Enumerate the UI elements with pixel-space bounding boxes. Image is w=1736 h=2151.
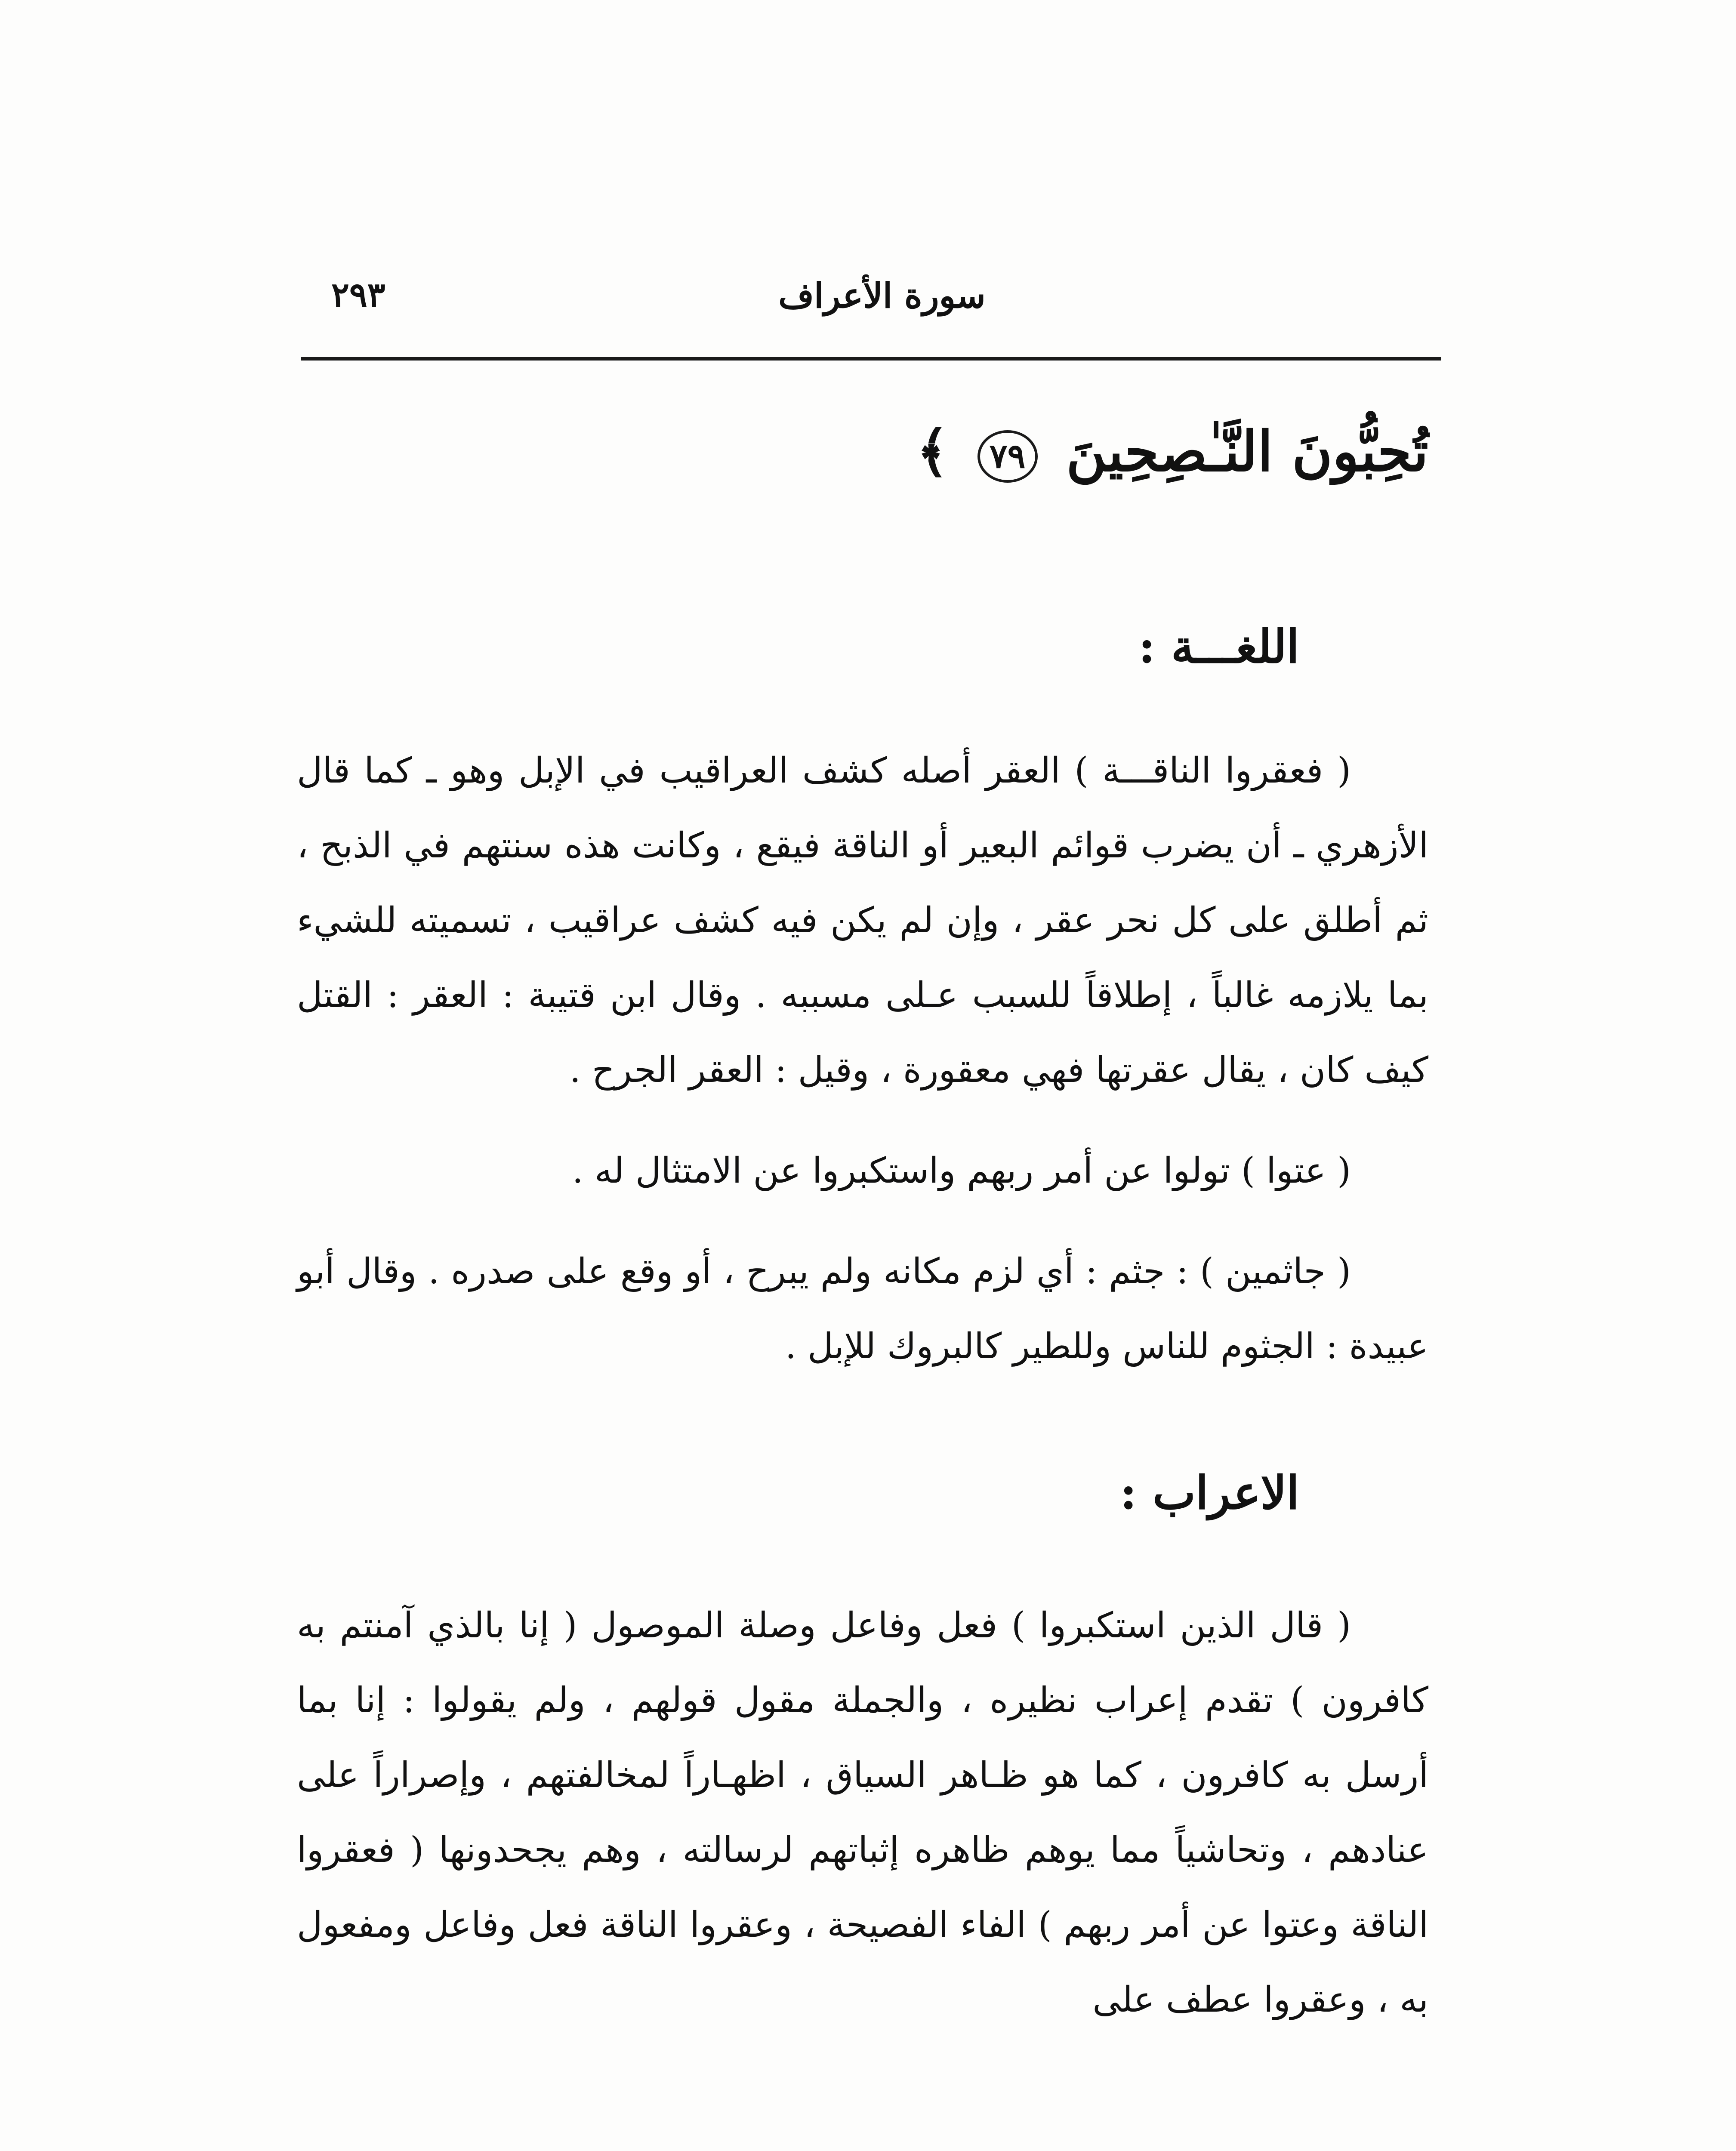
verse-fragment — [297, 396, 1428, 508]
page-body — [297, 387, 1428, 2037]
page-number: ٢٩٣ — [331, 275, 385, 314]
section-heading-lugha: اللغـــة : — [1138, 619, 1299, 673]
verse-close-bracket: ﴾ — [916, 419, 949, 484]
verse-text: تُحِبُّونَ النَّـٰصِحِينَ — [1066, 419, 1428, 484]
lugha-paragraph: ( جاثمين ) : جثم : أي لزم مكانه ولم يبرح ، أو وقع على صدره . وقال أبو عبيدة : الجثوم للناس وللطير كالبروك للإبل . — [297, 1251, 1428, 1367]
section-heading-irab: الاعراب : — [1120, 1466, 1299, 1519]
page-header — [301, 275, 1441, 336]
ayah-number-marker: ٧٩ — [977, 430, 1038, 483]
running-title: سورة الأعراف — [778, 275, 986, 316]
lugha-paragraph: ( فعقروا الناقـــة ) العقر أصله كشف العراقيب في الإبل وهو ـ كما قال الأزهري ـ أن يضرب قوائم البعير أو الناقة فيقع ، وكانت هذه سنتهم في الذبح ، ثم أطلق على كل نحر عقر ، وإن لم يكن فيه كشف عراقيب ، تسميته للشيء بما يلازمه غالباً ، إطلاقاً للسبب عـلى مسببه . وقال ابن قتيبة : العقر : القتل كيف كان ، يقال عقرتها فهي معقورة ، وقيل : العقر الجرح . — [297, 750, 1428, 1091]
lugha-paragraph: ( عتوا ) تولوا عن أمر ربهم واستكبروا عن الامتثال له . — [572, 1150, 1351, 1191]
header-divider — [301, 357, 1441, 361]
irab-paragraph: ( قال الذين استكبروا ) فعل وفاعل وصلة الموصول ( إنا بالذي آمنتم به كافرون ) تقدم إعراب نظيره ، والجملة مقول قولهم ، ولم يقولوا : إنا بما أرسل به كافرون ، كما هو ظـاهر السياق ، اظهـاراً لمخالفتهم ، وإصراراً على عنادهم ، وتحاشياً مما يوهم ظاهره إثباتهم لرسالته ، وهم يجحدونها ( فعقروا الناقة وعتوا عن أمر ربهم ) الفاء الفصيحة ، وعقروا الناقة فعل وفاعل ومفعول به ، وعقروا عطف على — [297, 1605, 1428, 2020]
